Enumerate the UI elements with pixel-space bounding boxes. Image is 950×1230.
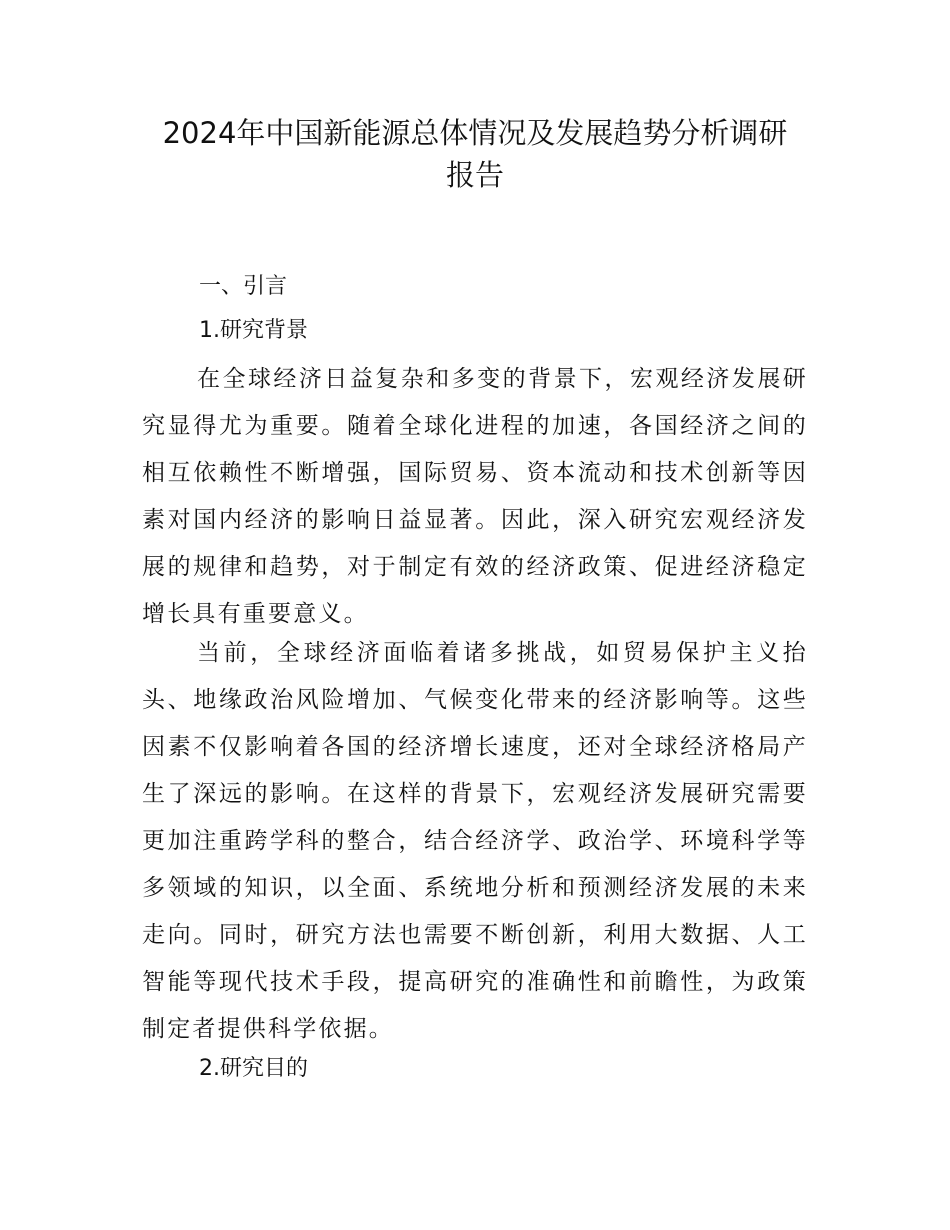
subsection-heading-research-background: 1.研究背景	[199, 318, 308, 343]
section-heading-introduction: 一、引言	[199, 274, 288, 299]
paragraph-research-background-1: 在全球经济日益复杂和多变的背景下，宏观经济发展研究显得尤为重要。随着全球化进程的加速，各国经济之间的相互依赖性不断增强，国际贸易、资本流动和技术创新等因素对国内经济的影响日益显著。因此，深入研究宏观经济发展的规律和趋势，对于制定有效的经济政策、促进经济稳定增长具有重要意义。	[142, 366, 808, 627]
subsection-heading-research-purpose: 2.研究目的	[199, 1056, 308, 1081]
paragraph-research-background-2: 当前，全球经济面临着诸多挑战，如贸易保护主义抬头、地缘政治风险增加、气候变化带来的经济影响等。这些因素不仅影响着各国的经济增长速度，还对全球经济格局产生了深远的影响。在这样的背景下，宏观经济发展研究需要更加注重跨学科的整合，结合经济学、政治学、环境科学等多领域的知识，以全面、系统地分析和预测经济发展的未来走向。同时，研究方法也需要不断创新，利用大数据、人工智能等现代技术手段，提高研究的准确性和前瞻性，为政策制定者提供科学依据。	[142, 640, 808, 1042]
document-title-line-2: 报告	[445, 158, 504, 192]
document-title-line-1: 2024年中国新能源总体情况及发展趋势分析调研	[162, 116, 788, 150]
